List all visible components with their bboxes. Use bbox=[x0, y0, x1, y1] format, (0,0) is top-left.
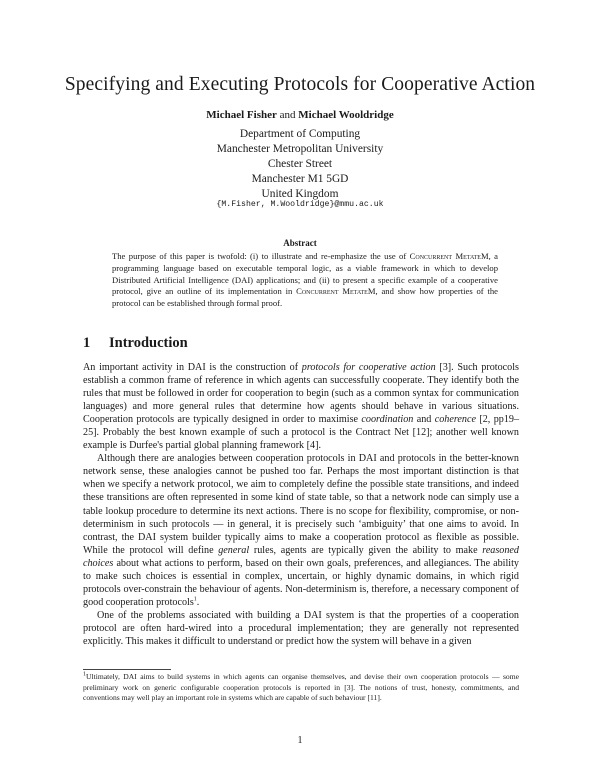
text-run: Although there are analogies between cooperation protocols in DAI and protocols in the better-known network sense, these analogies cannot be pushed too far. Perhaps the most important distinction is that when we specify a network protocol, we aim to completely define the possible state transitions, and indeed these transitions are often represented in some kind of state table, so that a network node can simply use a table lookup procedure to determine its next actions. There is no scope for flexibility, compromise, or non-determinism in such protocols — in general, it is precisely such ‘ambiguity’ that one aims to avoid. In contrast, the DAI system builder typically aims to make a cooperation protocol as flexible as possible. While the protocol will define bbox=[83, 453, 519, 556]
section-number: 1 bbox=[83, 335, 91, 351]
footnote bbox=[83, 672, 519, 704]
author-name: Michael Wooldridge bbox=[298, 109, 394, 121]
text-run: [2, pp19–25]. Probably the best known example of such a protocol is the Contract Net [12]; another well known example is Durfee's partial global planning framework [4]. bbox=[83, 414, 520, 452]
emphasis: reasoned choices bbox=[83, 544, 519, 569]
abstract-text-part: , and show how properties of the protocol can be established through formal proof. bbox=[112, 286, 498, 309]
paragraph bbox=[83, 361, 519, 452]
language-name: Concurrent MetateM bbox=[296, 286, 376, 297]
text-run: An important activity in DAI is the construction of bbox=[83, 362, 302, 373]
language-name: Concurrent MetateM bbox=[409, 251, 489, 261]
text-run: rules, agents are typically given the ability to make bbox=[249, 544, 483, 556]
body-text bbox=[83, 361, 519, 648]
emphasis: coordination bbox=[361, 414, 414, 426]
emphasis: protocols for cooperative action bbox=[301, 362, 436, 373]
footnote-text: Ultimately, DAI aims to build systems in which agents can organise themselves, and devise their own cooperation protocols — some preliminary work on generic configurable cooperation protocols is reported in [3]. The notions of trust, honesty, commitments, and conventions may well play an important role in systems which are capable of such behaviour [11]. bbox=[83, 672, 519, 703]
emphasis: general bbox=[218, 544, 250, 556]
affiliation-department: Department of Computing bbox=[239, 128, 361, 140]
text-run: and bbox=[413, 414, 435, 426]
text-run: about what actions to perform, based on their own goals, preferences, and allegiances. The ability to make such choices is essential in complex, uncertain, or highly dynamic domains, in which rigid protocols over-constrain the behaviour of agents. Non-determinism is, therefore, a necessary component of good cooperation protocols bbox=[83, 557, 519, 608]
footnote-marker[interactable]: 1 bbox=[193, 596, 197, 603]
affiliation bbox=[0, 127, 600, 202]
paragraph: One of the problems associated with building a DAI system is that the properties of a cooperation protocol are often hard-wired into a procedural implementation; they are generally not represented explicitly. This makes it difficult to understand or predict how the system will behave in a given bbox=[83, 609, 519, 647]
affiliation-city: Manchester M1 5GD bbox=[251, 173, 349, 185]
text-run: [3]. Such protocols establish a common frame of reference in which agents can successfully cooperate. They identify both the rules that must be followed in order for cooperation to begin (such as a common syntax for communication languages) and more general rules that determine how agents should behave in various situations. Cooperation protocols are typically designed in order to maximise bbox=[83, 362, 519, 426]
abstract-text-part: , a programming language based on executable temporal logic, as a viable framework in which to develop Distributed Artificial Intelligence (DAI) applications; and (ii) to present a specific example of a cooperative protocol, give an outline of its implementation in bbox=[112, 251, 498, 297]
paragraph bbox=[83, 452, 519, 609]
abstract-text-part: The purpose of this paper is twofold: (i) to illustrate and re-emphasize the use of bbox=[112, 251, 410, 261]
text-run: . bbox=[196, 596, 200, 608]
emphasis: coherence bbox=[434, 414, 476, 426]
affiliation-university: Manchester Metropolitan University bbox=[216, 143, 384, 155]
paper-title: Specifying and Executing Protocols for Cooperative Action bbox=[64, 74, 536, 95]
page-number: 1 bbox=[297, 735, 303, 746]
author-email: {M.Fisher, M.Wooldridge}@mmu.ac.uk bbox=[216, 200, 384, 209]
footnote-divider bbox=[83, 669, 171, 670]
section-title: Introduction bbox=[109, 335, 188, 351]
abstract-heading: Abstract bbox=[283, 238, 317, 248]
footnote-number: 1 bbox=[83, 671, 86, 678]
author-name: Michael Fisher bbox=[206, 109, 277, 121]
author-conjunction: and bbox=[276, 109, 299, 121]
section-heading bbox=[83, 335, 188, 352]
author-line bbox=[0, 109, 600, 121]
abstract-text bbox=[112, 251, 498, 310]
affiliation-country: United Kingdom bbox=[261, 188, 339, 200]
affiliation-street: Chester Street bbox=[267, 158, 333, 170]
